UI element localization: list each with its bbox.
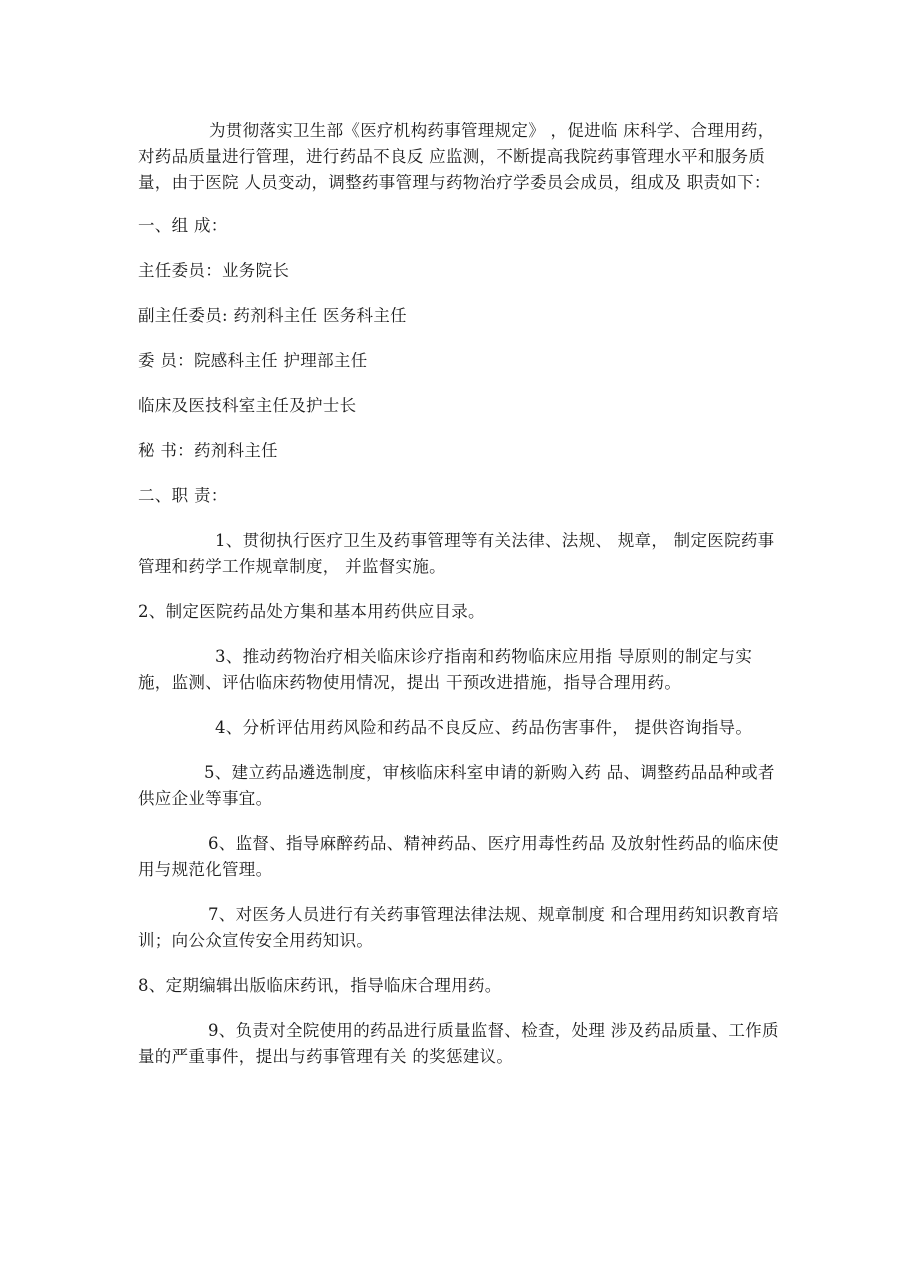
duty-item-1: 1、贯彻执行医疗卫生及药事管理等有关法律、法规、 规章， 制定医院药事管理和药学工作规章制度， 并监督实施。 — [138, 531, 775, 576]
document-body — [138, 118, 780, 1089]
duty-item-9: 9、负责对全院使用的药品进行质量监督、检查，处理 涉及药品质量、工作质量的严重事件，提出与药事管理有关 的奖惩建议。 — [138, 1021, 779, 1066]
deputy-director-line: 副主任委员: 药剂科主任 医务科主任 — [138, 306, 407, 325]
intro-paragraph: 为贯彻落实卫生部《医疗机构药事管理规定》 ，促进临 床科学、合理用药，对药品质量进行管理，进行药品不良反 应监测，不断提高我院药事管理水平和服务质量，由于医院 人员变动，调整药事管理与药物治疗学委员会成员，组成及 职责如下： — [138, 121, 775, 192]
members-line: 委 员：院感科主任 护理部主任 — [138, 351, 368, 370]
duty-item-4: 4、分析评估用药风险和药品不良反应、药品伤害事件， 提供咨询指导。 — [215, 718, 753, 737]
composition-heading: 一、组 成： — [138, 216, 228, 235]
secretary-line: 秘 书：药剂科主任 — [138, 441, 278, 460]
duty-item-2: 2、制定医院药品处方集和基本用药供应目录。 — [138, 602, 485, 621]
duty-item-5: 5、建立药品遴选制度，审核临床科室申请的新购入药 品、调整药品品种或者供应企业等事宜。 — [138, 763, 775, 808]
duties-heading: 二、职 责： — [138, 486, 228, 505]
director-line: 主任委员：业务院长 — [138, 261, 290, 280]
duty-item-3: 3、推动药物治疗相关临床诊疗指南和药物临床应用指 导原则的制定与实施，监测、评估临床药物使用情况，提出 干预改进措施，指导合理用药。 — [138, 647, 753, 692]
duty-item-8: 8、定期编辑出版临床药讯，指导临床合理用药。 — [138, 976, 502, 995]
duty-item-7: 7、对医务人员进行有关药事管理法律法规、规章制度 和合理用药知识教育培训；向公众宣传安全用药知识。 — [138, 905, 779, 950]
members-extra-line: 临床及医技科室主任及护士长 — [138, 396, 357, 415]
duty-item-6: 6、监督、指导麻醉药品、精神药品、医疗用毒性药品 及放射性药品的临床使用与规范化管理。 — [138, 834, 779, 879]
